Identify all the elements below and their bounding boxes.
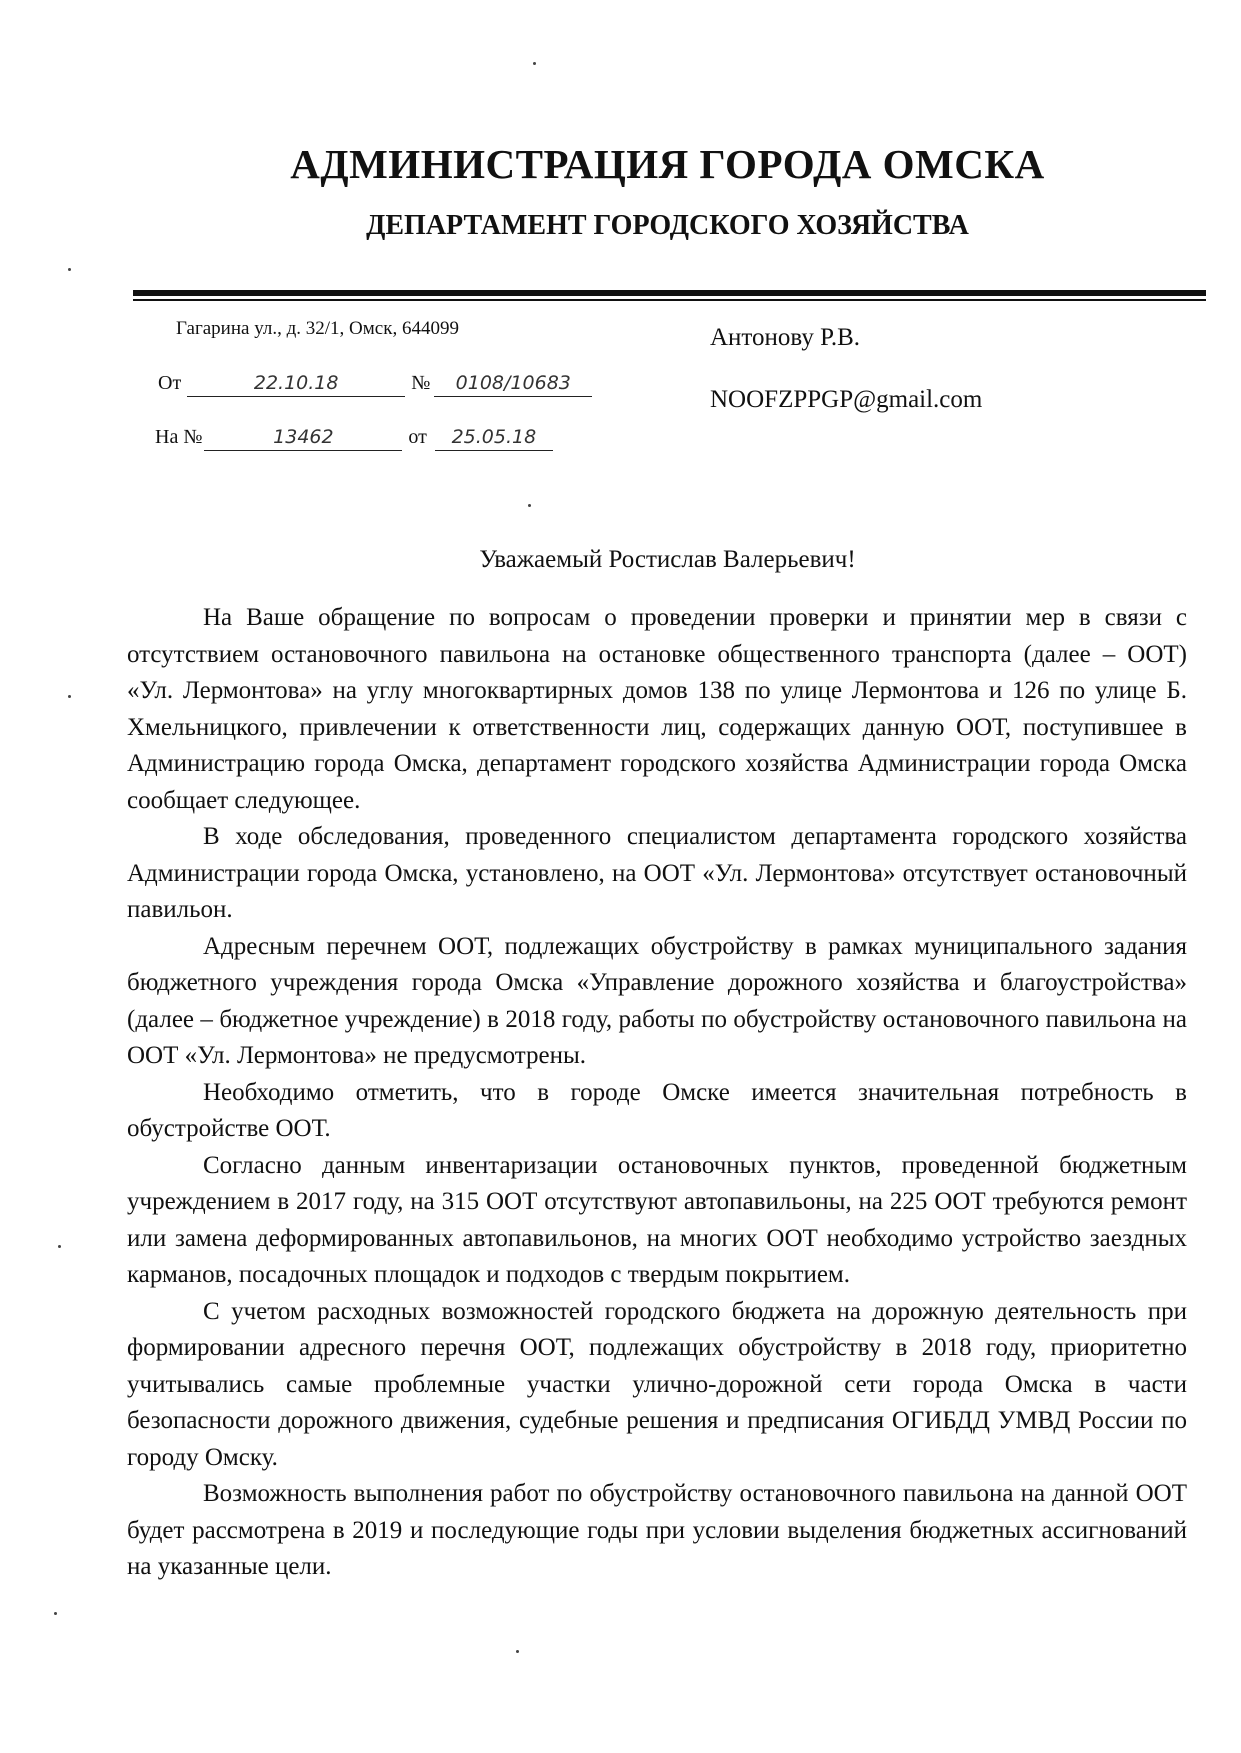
- department-title: ДЕПАРТАМЕНТ ГОРОДСКОГО ХОЗЯЙСТВА: [366, 210, 969, 241]
- from-date: 22.10.18: [187, 370, 405, 397]
- scan-speck: [54, 1612, 57, 1615]
- number-label: №: [411, 372, 431, 394]
- paragraph: Адресным перечнем ООТ, подлежащих обустройству в рамках муниципального задания бюджетного учреждения города Омска «Управление дорожного хозяйства и благоустройства» (далее – бюджетное учреждение) в 2018 году, работы по обустройству остановочного павильона на ООТ «Ул. Лермонтова» не предусмотрены.: [127, 932, 1187, 1069]
- from-label: От: [158, 372, 182, 394]
- reply-to-number: 13462: [204, 424, 402, 451]
- reply-date-label: от: [408, 426, 427, 448]
- scan-speck: [68, 695, 71, 698]
- paragraph: С учетом расходных возможностей городского бюджета на дорожную деятельность при формировании адресного перечня ООТ, подлежащих обустройству в 2018 году, приоритетно учитывались самые проблемные участки улично-дорожной сети города Омска в части безопасности дорожного движения, судебные решения и предписания ОГИБДД УМВД России по городу Омску.: [127, 1297, 1187, 1471]
- sender-address: Гагарина ул., д. 32/1, Омск, 644099: [176, 318, 459, 339]
- scan-speck: [533, 62, 536, 65]
- outgoing-row: [158, 370, 592, 397]
- organization-title: АДМИНИСТРАЦИЯ ГОРОДА ОМСКА: [290, 141, 1045, 187]
- paragraph: Необходимо отметить, что в городе Омске имеется значительная потребность в обустройстве ООТ.: [127, 1078, 1187, 1142]
- scan-speck: [68, 268, 71, 271]
- reply-to-date: 25.05.18: [435, 424, 553, 451]
- paragraph: Согласно данным инвентаризации остановочных пунктов, проведенной бюджетным учреждением в 2017 году, на 315 ООТ отсутствуют автопавильоны, на 225 ООТ требуются ремонт или замена деформированных автопавильонов, на многих ООТ необходимо устройство заездных карманов, посадочных площадок и подходов с твердым покрытием.: [127, 1151, 1187, 1288]
- recipient-email: NOOFZPPGP@gmail.com: [710, 386, 983, 413]
- letter-body: [127, 600, 1187, 1586]
- reply-to-label: На №: [155, 426, 203, 448]
- scan-speck: [528, 504, 531, 507]
- outgoing-number: 0108/10683: [434, 370, 592, 397]
- greeting: Уважаемый Ростислав Валерьевич!: [479, 546, 856, 573]
- scan-speck: [516, 1650, 519, 1653]
- header-rule-thin: [133, 299, 1206, 301]
- paragraph: В ходе обследования, проведенного специалистом департамента городского хозяйства Администрации города Омска, установлено, на ООТ «Ул. Лермонтова» отсутствует остановочный павильон.: [127, 823, 1187, 923]
- paragraph: На Ваше обращение по вопросам о проведении проверки и принятии мер в связи с отсутствием остановочного павильона на остановке общественного транспорта (далее – ООТ) «Ул. Лермонтова» на углу многоквартирных домов 138 по улице Лермонтова и 126 по улице Б. Хмельницкого, привлечении к ответственности лиц, содержащих данную ООТ, поступившее в Администрацию города Омска, департамент городского хозяйства Администрации города Омска сообщает следующее.: [127, 604, 1187, 814]
- header-rule-thick: [133, 290, 1206, 296]
- recipient-name: Антонову Р.В.: [710, 324, 861, 351]
- reply-row: [155, 424, 553, 451]
- scan-speck: [58, 1245, 61, 1248]
- paragraph: Возможность выполнения работ по обустройству остановочного павильона на данной ООТ будет рассмотрена в 2019 и последующие годы при условии выделения бюджетных ассигнований на указанные цели.: [127, 1480, 1187, 1580]
